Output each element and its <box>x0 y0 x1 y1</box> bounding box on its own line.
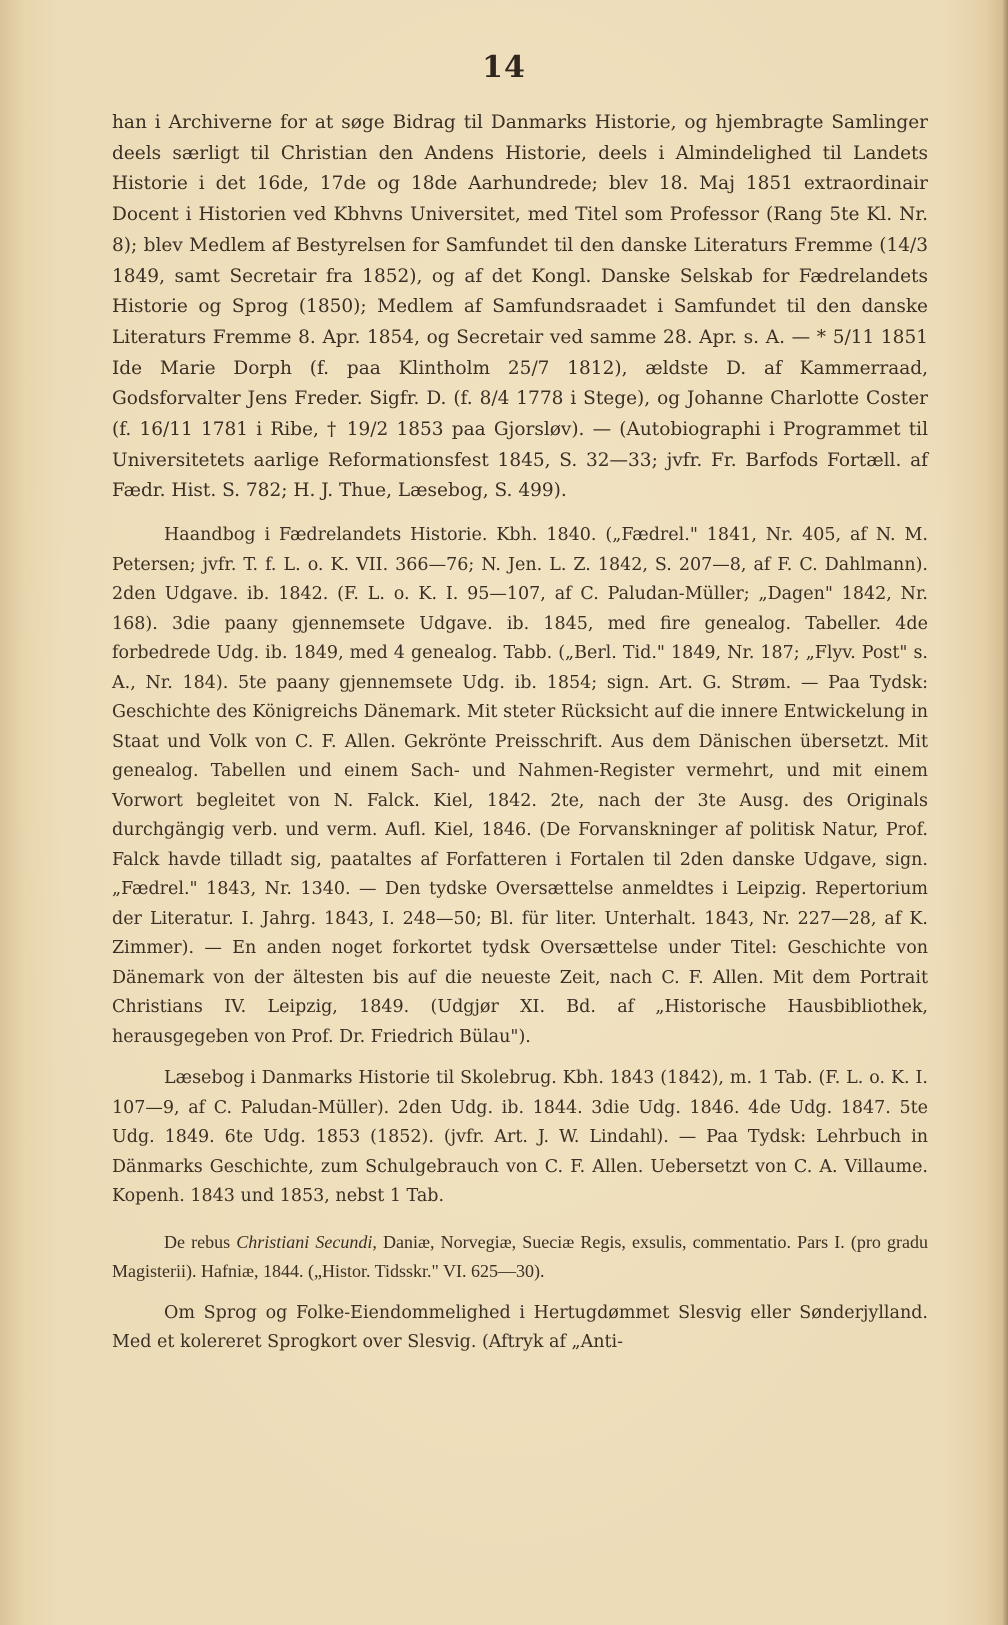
entry-de-rebus-rest: , Daniæ, Norvegiæ, Sueciæ Regis, exsulis, commentatio. Pars I. (pro gradu Magisterii). Hafniæ, 1844. („Histor. Tidsskr." VI. 625—30). <box>112 1231 929 1282</box>
entry-om-sprog: Om Sprog og Folke-Eiendommelighed i Hertugdømmet Slesvig eller Sønderjylland. Med et kolereret Sprogkort over Slesvig. (Aftryk af „Anti- <box>112 1302 928 1353</box>
biography-paragraph: han i Archiverne for at søge Bidrag til Danmarks Historie, og hjembragte Samlinger deels særligt til Christian den Andens Historie, deels i Almindelighed til Landets Historie i det 16de, 17de og 18de Aarhundrede; blev 18. Maj 1851 extraordinair Docent i Historien ved Kbhvns Universitet, med Titel som Professor (Rang 5te Kl. Nr. 8); blev Medlem af Bestyrelsen for Samfundet til den danske Literaturs Fremme (14/3 1849, samt Secretair fra 1852), og af det Kongl. Danske Selskab for Fædrelandets Historie og Sprog (1850); Medlem af Samfundsraadet i Samfundet til den danske Literaturs Fremme 8. Apr. 1854, og Secretair ved samme 28. Apr. s. A. — * 5/11 1851 Ide Marie Dorph (f. paa Klintholm 25/7 1812), ældste D. af Kammerraad, Godsforvalter Jens Freder. Sigfr. D. (f. 8/4 1778 i Stege), og Johanne Charlotte Coster (f. 16/11 1781 i Ribe, † 19/2 1853 paa Gjorsløv). — (Autobiographi i Programmet til Universitetets aarlige Reformationsfest 1845, S. 32—33; jvfr. Fr. Barfods Fortæll. af Fædr. Hist. S. 782; H. J. Thue, Læsebog, S. 499). <box>112 112 928 502</box>
entry-haandbog: Haandbog i Fædrelandets Historie. Kbh. 1840. („Fædrel." 1841, Nr. 405, af N. M. Petersen; jvfr. T. f. L. o. K. VII. 366—76; N. Jen. L. Z. 1842, S. 207—8, af F. C. Dahlmann). 2den Udgave. ib. 1842. (F. L. o. K. I. 95—107, af C. Paludan-Müller; „Dagen" 1842, Nr. 168). 3die paany gjennemsete Udgave. ib. 1845, med fire genealog. Tabeller. 4de forbedrede Udg. ib. 1849, med 4 genealog. Tabb. („Berl. Tid." 1849, Nr. 187; „Flyv. Post" s. A., Nr. 184). 5te paany gjennemsete Udg. ib. 1854; sign. Art. G. Strøm. — Paa Tydsk: Geschichte des Königreichs Dänemark. Mit steter Rücksicht auf die innere Entwickelung in Staat und Volk von C. F. Allen. Gekrönte Preisschrift. Aus dem Dänischen übersetzt. Mit genealog. Tabellen und einem Sach- und Nahmen-Register vermehrt, und mit einem Vorwort begleitet von N. Falck. Kiel, 1842. 2te, nach der 3te Ausg. des Originals durchgängig verb. und verm. Aufl. Kiel, 1846. (De Forvanskninger af politisk Natur, Prof. Falck havde tilladt sig, paataltes af Forfatteren i Fortalen til 2den danske Udgave, sign. „Fædrel." 1843, Nr. 1340. — Den tydske Oversættelse anmeldtes i Leipzig. Repertorium der Literatur. I. Jahrg. 1843, I. 248—50; Bl. für liter. Unterhalt. 1843, Nr. 227—28, af K. Zimmer). — En anden noget forkortet tydsk Oversættelse under Titel: Geschichte von Dänemark von der ältesten bis auf die neueste Zeit, nach C. F. Allen. Mit dem Portrait Christians IV. Leipzig, 1849. (Udgjør XI. Bd. af „Historische Hausbibliothek, herausgegeben von Prof. Dr. Friedrich Bülau"). <box>112 525 928 1047</box>
entry-laesebog: Læsebog i Danmarks Historie til Skolebrug. Kbh. 1843 (1842), m. 1 Tab. (F. L. o. K. I. 107—9, af C. Paludan-Müller). 2den Udg. ib. 1844. 3die Udg. 1846. 4de Udg. 1847. 5te Udg. 1849. 6te Udg. 1853 (1852). (jvfr. Art. J. W. Lindahl). — Paa Tydsk: Lehrbuch in Dänmarks Geschichte, zum Schulgebrauch von C. F. Allen. Uebersetzt von C. A. Villaume. Kopenh. 1843 und 1853, nebst 1 Tab. <box>112 1068 928 1207</box>
entry-de-rebus-prefix: De rebus <box>164 1231 237 1252</box>
page-edge-shadow <box>1002 0 1008 1625</box>
page-number: 14 <box>482 50 526 85</box>
entry-de-rebus <box>112 1228 928 1287</box>
entry-de-rebus-italic: Christiani Secundi <box>236 1231 373 1252</box>
page-text <box>112 108 928 1358</box>
